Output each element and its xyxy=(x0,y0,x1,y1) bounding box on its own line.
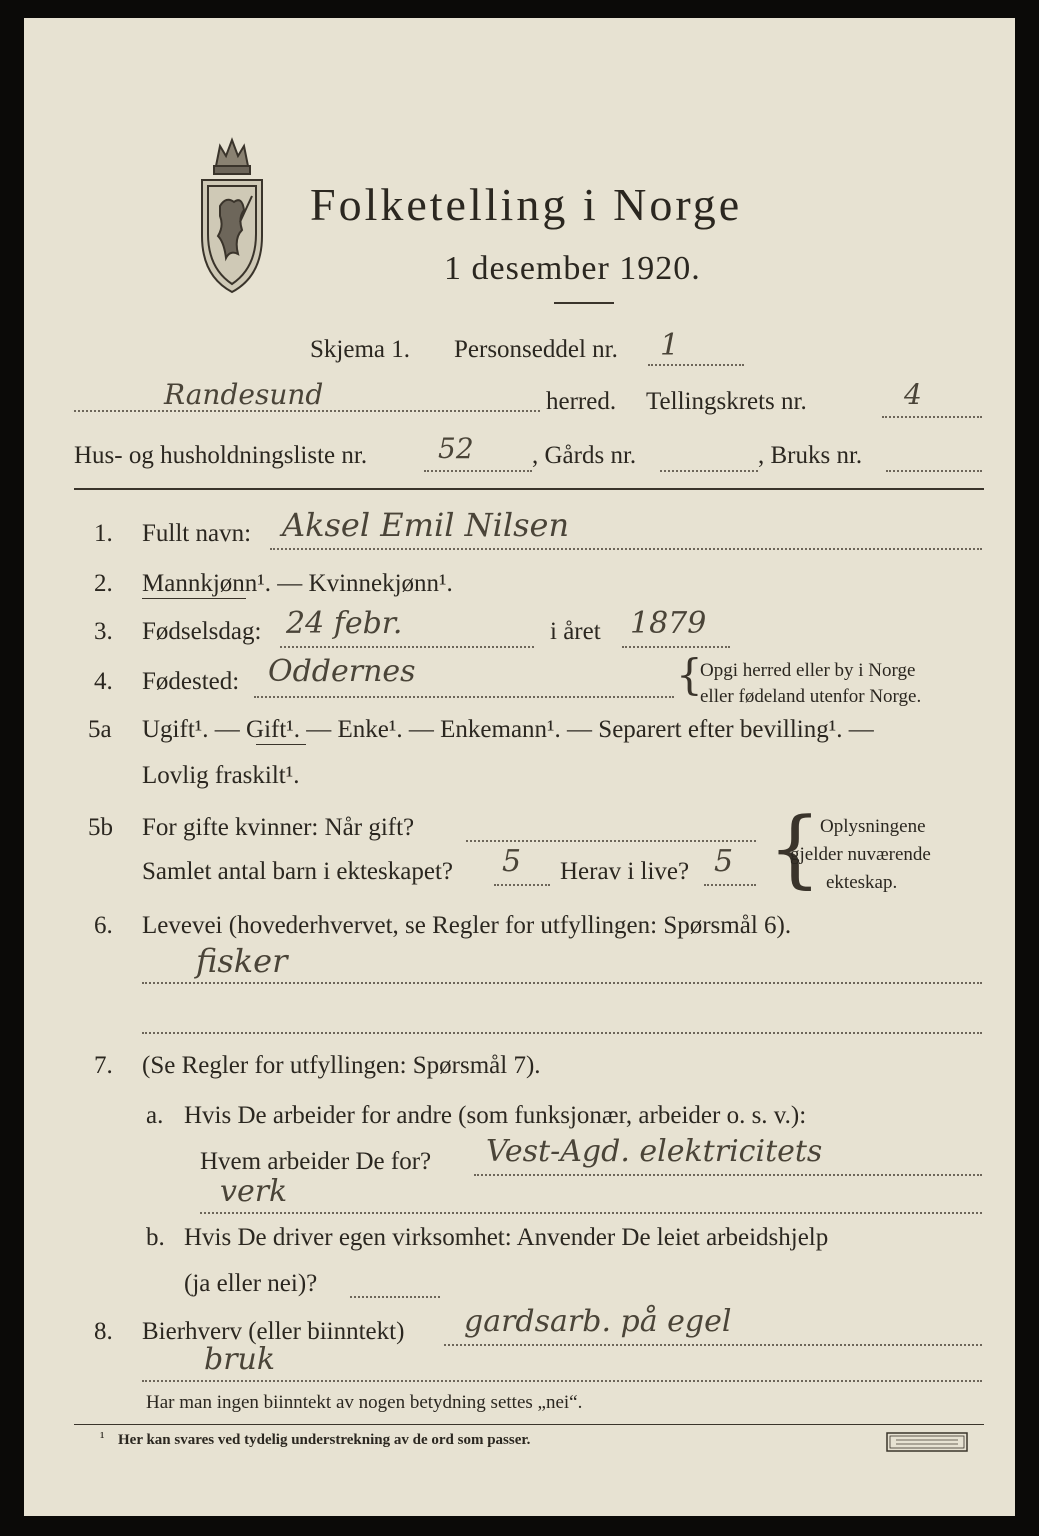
q7-number: 7. xyxy=(94,1052,113,1079)
q2-label: Mannkjønn¹. — Kvinnekjønn¹. xyxy=(142,570,453,597)
hus-label: Hus- og husholdningsliste nr. xyxy=(74,442,368,469)
q2-number: 2. xyxy=(94,570,113,597)
q1-number: 1. xyxy=(94,520,113,547)
footnote-text: Her kan svares ved tydelig understrekning av de ord som passer. xyxy=(118,1432,531,1448)
q5b-note-3: ekteskap. xyxy=(826,872,898,893)
q7a-number: a. xyxy=(146,1102,164,1129)
q8-value-2: bruk xyxy=(204,1342,276,1377)
hus-value: 52 xyxy=(438,432,474,465)
q8-label: Bierhverv (eller biinntekt) xyxy=(142,1318,405,1345)
herred-value: Randesund xyxy=(164,378,324,411)
q5b-line-2a: Samlet antal barn i ekteskapet? xyxy=(142,858,453,885)
q5b-children-value: 5 xyxy=(502,844,522,879)
q4-note-2: eller fødeland utenfor Norge. xyxy=(700,686,922,707)
bruks-label: , Bruks nr. xyxy=(758,442,863,469)
census-date: 1 desember 1920. xyxy=(444,250,701,287)
herred-label: herred. xyxy=(546,388,617,415)
q3-label: Fødselsdag: xyxy=(142,618,262,645)
q4-note-1: Opgi herred eller by i Norge xyxy=(700,660,916,681)
q8-note: Har man ingen biinntekt av nogen betydning settes „nei“. xyxy=(146,1392,583,1413)
q3-year-label: i året xyxy=(550,618,601,645)
form-title: Folketelling i Norge xyxy=(310,179,743,230)
q7b-number: b. xyxy=(146,1224,165,1251)
tellingskrets-label: Tellingskrets nr. xyxy=(646,388,807,415)
q8-value-1: gardsarb. på egel xyxy=(464,1304,732,1339)
q4-value: Oddernes xyxy=(268,654,416,689)
title-divider xyxy=(554,302,614,304)
q4-label: Fødested: xyxy=(142,668,240,695)
census-form-page: Folketelling i Norge 1 desember 1920. Skjema 1. Personseddel nr. 1 Randesund herred. Tellingskrets nr. 4 Hus- og husholdningsliste nr. 52 , Gårds nr. , Bruks nr. 1. Fullt navn: Aksel Emil Nilsen 2. Mannkjønn¹. — Kvinnekjønn¹. 3. Fødselsdag: 24 febr. i året 1879 4. Fødested: Oddernes { Opgi herred eller by i Norge eller fødeland utenfor Norge. 5a Ugift¹. — Gift¹. — Enke¹. — Enkemann¹. — Separert efter bevilling¹. — Lovlig fraskilt¹. 5b For gifte kvinner: Når gift? Samlet antal barn i ekteskapet? 5 Herav i live? 5 { Oplysningene gjelder nuværende ekteskap. 6. Levevei (hovederhvervet, se Regler for utfyllingen: Spørsmål 6). fisker 7. (Se Regler for utfyllingen: Spørsmål 7). a. Hvis De arbeider for andre (som funksjonær, arbeider o. s. v.): Hvem arbeider De for? Vest-Agd. elektricitets verk b. Hvis De driver egen virksomhet: Anvender De leiet arbeidshjelp (ja eller nei)? 8. Bierhverv (eller biinntekt) gardsarb. på egel bruk Har man ingen biinntekt av nogen betydning settes „nei“. ¹ Her kan svares ved tydelig understrekning av de ord som passer. xyxy=(24,18,1015,1516)
printer-stamp-icon xyxy=(886,1432,968,1452)
footer-divider xyxy=(74,1424,984,1425)
header-divider xyxy=(74,488,984,490)
q5b-note-2: gjelder nuværende xyxy=(790,844,931,865)
q7a-value-2: verk xyxy=(220,1174,288,1209)
q5a-line-2: Lovlig fraskilt¹. xyxy=(142,762,300,789)
q1-value: Aksel Emil Nilsen xyxy=(282,506,570,544)
q7a-line-1: Hvis De arbeider for andre (som funksjonær, arbeider o. s. v.): xyxy=(184,1102,807,1129)
q1-label: Fullt navn: xyxy=(142,520,252,547)
coat-of-arms-icon xyxy=(194,126,270,296)
q7a-value-1: Vest-Agd. elektricitets xyxy=(486,1134,823,1169)
q5a-number: 5a xyxy=(88,716,112,743)
personseddel-label: Personseddel nr. xyxy=(454,336,618,363)
q6-label: Levevei (hovederhvervet, se Regler for utfyllingen: Spørsmål 6). xyxy=(142,912,792,939)
q5b-note-1: Oplysningene xyxy=(820,816,926,837)
q6-value: fisker xyxy=(196,942,288,980)
gards-label: , Gårds nr. xyxy=(532,442,637,469)
schema-label: Skjema 1. xyxy=(310,336,410,363)
q5b-number: 5b xyxy=(88,814,113,841)
q7-label: (Se Regler for utfyllingen: Spørsmål 7). xyxy=(142,1052,541,1079)
q2-underline xyxy=(142,598,246,599)
q3-number: 3. xyxy=(94,618,113,645)
q4-number: 4. xyxy=(94,668,113,695)
q7b-line-1: Hvis De driver egen virksomhet: Anvender De leiet arbeidshjelp xyxy=(184,1224,829,1251)
q8-number: 8. xyxy=(94,1318,113,1345)
q5a-line-1: Ugift¹. — Gift¹. — Enke¹. — Enkemann¹. — Separert efter bevilling¹. — xyxy=(142,716,874,743)
q7a-line-2: Hvem arbeider De for? xyxy=(200,1148,432,1175)
tellingskrets-value: 4 xyxy=(904,378,922,411)
footnote-mark: ¹ xyxy=(100,1430,105,1446)
q3-value: 24 febr. xyxy=(286,606,403,641)
q5b-line-2b: Herav i live? xyxy=(560,858,690,885)
q5a-gift-underline xyxy=(256,744,306,745)
q3-year-value: 1879 xyxy=(630,606,707,641)
q5b-line-1: For gifte kvinner: Når gift? xyxy=(142,814,415,841)
q7b-line-2: (ja eller nei)? xyxy=(184,1270,318,1297)
q5b-alive-value: 5 xyxy=(714,844,734,879)
q6-number: 6. xyxy=(94,912,113,939)
personseddel-value: 1 xyxy=(660,328,680,363)
